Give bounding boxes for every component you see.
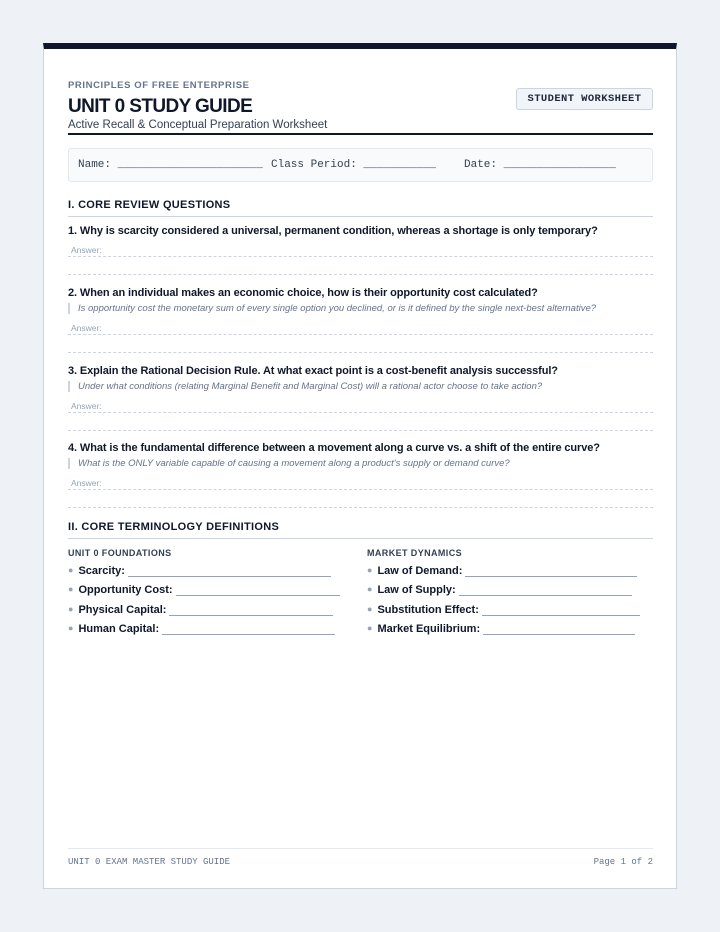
page-number: Page 1 of 2 [593,857,653,867]
question-text: 3. Explain the Rational Decision Rule. At what exact point is a cost-benefit analysis successful? [68,365,558,377]
answer-label: Answer: [71,401,102,411]
bullet-icon: ● [68,623,74,633]
page-subtitle: Active Recall & Conceptual Preparation Worksheet [68,119,328,131]
bullet-icon: ● [68,584,74,594]
course-kicker: PRINCIPLES OF FREE ENTERPRISE [68,80,250,91]
answer-line[interactable] [68,507,653,508]
answer-label: Answer: [71,323,102,333]
definition-line[interactable] [176,586,340,596]
section-title-review: I. CORE REVIEW QUESTIONS [68,199,653,217]
answer-line[interactable] [68,274,653,275]
footer-guide-title: UNIT 0 EXAM MASTER STUDY GUIDE [68,857,231,867]
question-3 [68,365,653,392]
bullet-icon: ● [367,565,373,575]
definition-line[interactable] [128,567,331,577]
bullet-icon: ● [367,604,373,614]
term-physical-capital [68,604,333,616]
worksheet-page [43,43,677,889]
question-1 [68,225,653,237]
answer-line[interactable] [68,430,653,431]
section-title-terminology: II. CORE TERMINOLOGY DEFINITIONS [68,521,653,539]
term-opportunity-cost [68,584,340,596]
term-label: Scarcity: [78,565,125,577]
answer-label: Answer: [71,478,102,488]
answer-line[interactable] [68,334,653,335]
definition-line[interactable] [465,567,637,577]
answer-label: Answer: [71,245,102,255]
definition-line[interactable] [169,606,333,616]
worksheet-badge: STUDENT WORKSHEET [516,88,653,110]
term-label: Substitution Effect: [377,604,479,616]
term-label: Law of Demand: [377,565,463,577]
footer-divider [68,848,653,849]
question-text: 2. When an individual makes an economic choice, how is their opportunity cost calculated? [68,287,538,299]
question-2 [68,287,653,314]
answer-line[interactable] [68,412,653,413]
answer-line[interactable] [68,352,653,353]
bullet-icon: ● [68,565,74,575]
date-field[interactable]: Date: _________________ [464,159,616,171]
definition-line[interactable] [483,625,635,635]
question-text: 1. Why is scarcity considered a universal, permanent condition, whereas a shortage is only temporary? [68,225,598,237]
question-4 [68,442,653,469]
term-law-of-supply [367,584,632,596]
question-hint: Is opportunity cost the monetary sum of every single option you declined, or is it defined by the single next-best alternative? [68,303,653,314]
term-label: Opportunity Cost: [78,584,173,596]
bullet-icon: ● [68,604,74,614]
bullet-icon: ● [367,584,373,594]
question-hint: Under what conditions (relating Marginal Benefit and Marginal Cost) will a rational actor choose to take action? [68,381,653,392]
column-title-market-dynamics: MARKET DYNAMICS [367,548,462,558]
header-divider [68,133,653,135]
term-human-capital [68,623,335,635]
question-hint: What is the ONLY variable capable of causing a movement along a product's supply or demand curve? [68,458,653,469]
answer-line[interactable] [68,256,653,257]
column-title-foundations: UNIT 0 FOUNDATIONS [68,548,172,558]
term-label: Law of Supply: [377,584,456,596]
page-title: UNIT 0 STUDY GUIDE [68,96,253,117]
term-substitution-effect [367,604,640,616]
definition-line[interactable] [482,606,640,616]
question-text: 4. What is the fundamental difference between a movement along a curve vs. a shift of the entire curve? [68,442,600,454]
definition-line[interactable] [459,586,632,596]
class-period-field[interactable]: Class Period: ___________ [271,159,437,171]
student-info-box [68,148,653,182]
term-label: Human Capital: [78,623,160,635]
name-field[interactable]: Name: ______________________ [78,159,263,171]
definition-line[interactable] [162,625,335,635]
term-label: Physical Capital: [78,604,167,616]
term-label: Market Equilibrium: [377,623,481,635]
bullet-icon: ● [367,623,373,633]
answer-line[interactable] [68,489,653,490]
term-market-equilibrium [367,623,635,635]
term-law-of-demand [367,565,637,577]
term-scarcity [68,565,331,577]
